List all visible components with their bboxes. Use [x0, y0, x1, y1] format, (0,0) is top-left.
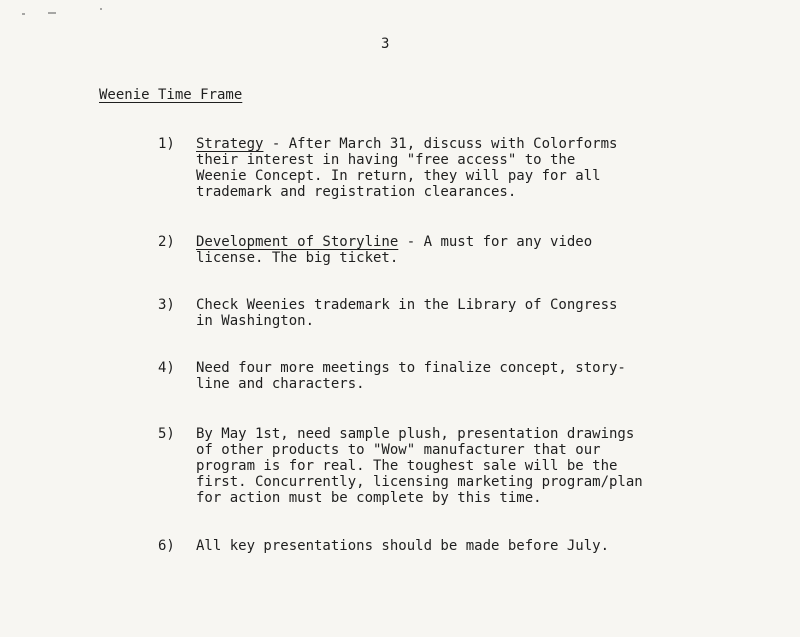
item-text: Need four more meetings to finalize concept, story- line and characters.	[196, 360, 626, 392]
scan-mark	[48, 12, 56, 14]
item-text: By May 1st, need sample plush, presentation drawings of other products to "Wow" manufacturer that our program is for real. The toughest sale will be the first. Concurrently, licensing marketing program/plan for action must be complete by this time.	[196, 426, 643, 506]
item-number: 3)	[158, 297, 175, 313]
item-text: All key presentations should be made before July.	[196, 538, 610, 554]
item-heading: Development of Storyline	[196, 234, 399, 250]
item-number: 2)	[158, 234, 175, 250]
item-text: Check Weenies trademark in the Library of Congress in Washington.	[196, 297, 618, 329]
page-number: 3	[381, 36, 390, 52]
item-number: 5)	[158, 426, 175, 442]
scan-mark	[100, 8, 102, 10]
section-title: Weenie Time Frame	[99, 87, 243, 103]
item-body: - A must for any video license. The big ticket.	[196, 234, 593, 266]
item-number: 6)	[158, 538, 175, 554]
item-number: 1)	[158, 136, 175, 152]
item-heading: Strategy	[196, 136, 264, 152]
item-number: 4)	[158, 360, 175, 376]
item-body: - After March 31, discuss with Colorforms their interest in having "free access" to the Weenie Concept. In return, they will pay for all trademark and registration clearances.	[196, 136, 618, 200]
scan-mark	[22, 13, 25, 15]
item-text	[196, 136, 736, 200]
item-text	[196, 234, 736, 266]
